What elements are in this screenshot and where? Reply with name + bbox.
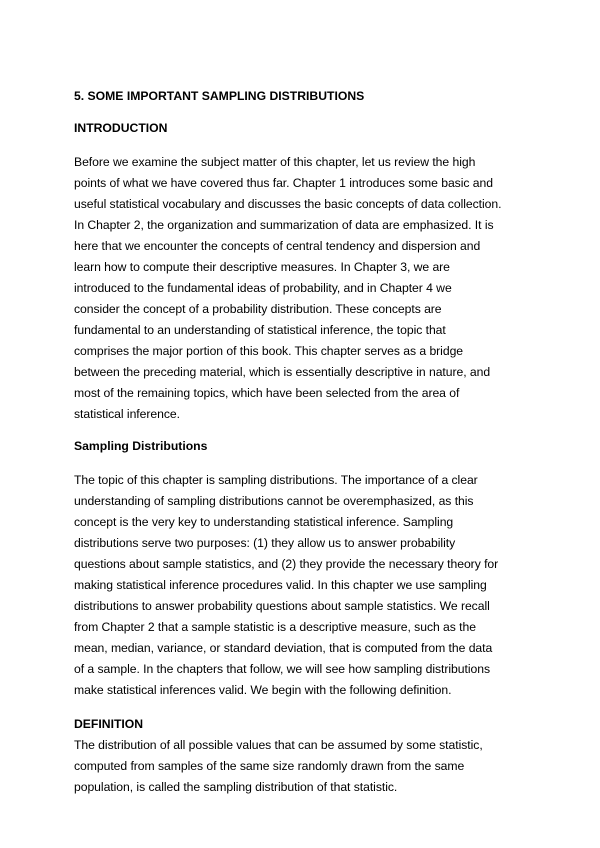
- introduction-paragraph: [74, 152, 540, 425]
- paragraph-line: The topic of this chapter is sampling distributions. The importance of a clear: [74, 473, 478, 487]
- paragraph-line: learn how to compute their descriptive measures. In Chapter 3, we are: [74, 260, 450, 274]
- paragraph-line: distributions serve two purposes: (1) they allow us to answer probability: [74, 536, 456, 550]
- definition-paragraph: [74, 735, 540, 798]
- sampling-distributions-heading: Sampling Distributions: [74, 439, 208, 453]
- paragraph-line: points of what we have covered thus far. Chapter 1 introduces some basic and: [74, 176, 493, 190]
- paragraph-line: questions about sample statistics, and (2) they provide the necessary theory for: [74, 557, 499, 571]
- definition-heading: DEFINITION: [74, 717, 144, 731]
- paragraph-line: of a sample. In the chapters that follow, we will see how sampling distributions: [74, 662, 491, 676]
- paragraph-line: most of the remaining topics, which have been selected from the area of: [74, 386, 460, 400]
- paragraph-line: making statistical inference procedures valid. In this chapter we use sampling: [74, 578, 487, 592]
- paragraph-line: distributions to answer probability questions about sample statistics. We recall: [74, 599, 490, 613]
- chapter-title: 5. SOME IMPORTANT SAMPLING DISTRIBUTIONS: [74, 89, 365, 103]
- paragraph-line: In Chapter 2, the organization and summarization of data are emphasized. It is: [74, 218, 494, 232]
- paragraph-line: fundamental to an understanding of statistical inference, the topic that: [74, 323, 446, 337]
- paragraph-line: between the preceding material, which is essentially descriptive in nature, and: [74, 365, 491, 379]
- paragraph-line: consider the concept of a probability distribution. These concepts are: [74, 302, 442, 316]
- paragraph-line: concept is the very key to understanding statistical inference. Sampling: [74, 515, 454, 529]
- paragraph-line: computed from samples of the same size randomly drawn from the same: [74, 759, 465, 773]
- paragraph-line: here that we encounter the concepts of central tendency and dispersion and: [74, 239, 481, 253]
- paragraph-line: population, is called the sampling distribution of that statistic.: [74, 780, 398, 794]
- paragraph-line: statistical inference.: [74, 407, 180, 421]
- paragraph-line: Before we examine the subject matter of this chapter, let us review the high: [74, 155, 476, 169]
- paragraph-line: The distribution of all possible values that can be assumed by some statistic,: [74, 738, 483, 752]
- paragraph-line: from Chapter 2 that a sample statistic is a descriptive measure, such as the: [74, 620, 476, 634]
- sampling-distributions-paragraph: [74, 470, 540, 701]
- paragraph-line: understanding of sampling distributions cannot be overemphasized, as this: [74, 494, 474, 508]
- paragraph-line: comprises the major portion of this book. This chapter serves as a bridge: [74, 344, 464, 358]
- paragraph-line: introduced to the fundamental ideas of probability, and in Chapter 4 we: [74, 281, 452, 295]
- paragraph-line: mean, median, variance, or standard deviation, that is computed from the data: [74, 641, 493, 655]
- introduction-heading: INTRODUCTION: [74, 121, 168, 135]
- paragraph-line: useful statistical vocabulary and discusses the basic concepts of data collection.: [74, 197, 502, 211]
- paragraph-line: make statistical inferences valid. We begin with the following definition.: [74, 683, 452, 697]
